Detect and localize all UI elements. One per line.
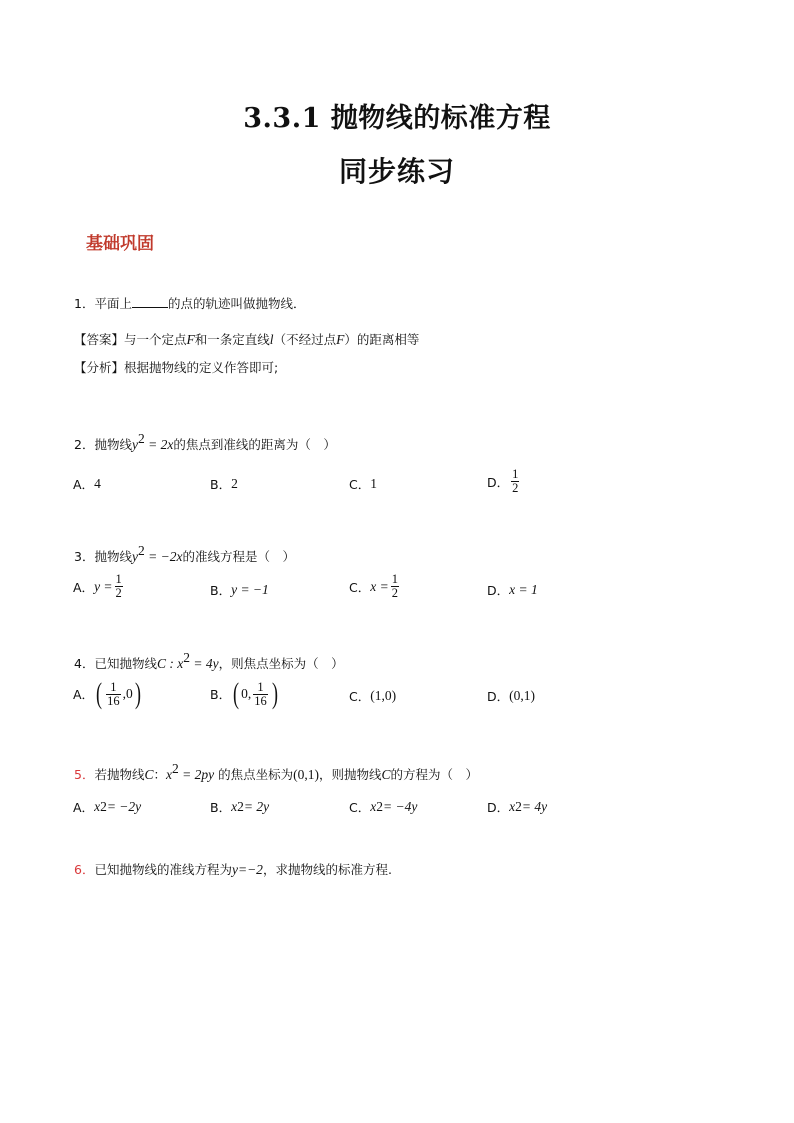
question-text: 平面上 <box>94 296 132 311</box>
question-number: 1． <box>74 296 95 311</box>
fraction: $\frac{1}{2}$ <box>512 467 519 495</box>
question-number: 6． <box>74 862 95 877</box>
option-c[interactable]: C． (1,0) <box>349 688 397 704</box>
option-c[interactable]: C． x = $\frac{1}{2}$ <box>349 572 398 600</box>
option-c[interactable]: C． x 2 = −4y <box>349 799 418 815</box>
question-number: 4． <box>74 656 95 671</box>
fraction: $\frac{1}{2}$ <box>391 572 398 600</box>
question-6: 6．已知抛物线的准线方程为y=−2，求抛物线的标准方程. <box>74 862 392 877</box>
option-a[interactable]: A． 4 <box>73 476 101 492</box>
option-a[interactable]: A． ( $\frac{1}{16}$ ,0 ) <box>73 677 141 710</box>
answer-blank <box>132 295 168 308</box>
q1-answer: 【答案】与一个定点F和一条定直线l（不经过点F）的距离相等 <box>74 332 420 347</box>
fraction: $\frac{1}{16}$ <box>254 679 267 708</box>
question-number: 3． <box>74 549 95 564</box>
question-2: 2．抛物线$y^2 = 2x$的焦点到准线的距离为（ ） <box>74 431 336 452</box>
option-b[interactable]: B． x 2 = 2y <box>210 799 270 815</box>
question-3: 3．抛物线$y^2 = -2x$的准线方程是（ ） <box>74 543 295 564</box>
question-number: 2． <box>74 437 95 452</box>
option-c[interactable]: C． 1 <box>349 476 377 492</box>
question-number: 5． <box>74 767 95 782</box>
option-d[interactable]: D． x 2 = 4y <box>487 799 548 815</box>
page-subtitle: 同步练习 <box>338 155 455 188</box>
q1-analysis: 【分析】根据抛物线的定义作答即可; <box>74 360 279 375</box>
analysis-label: 【分析】 <box>74 360 125 375</box>
option-b[interactable]: B． 2 <box>210 476 238 492</box>
fraction: $\frac{1}{2}$ <box>115 572 122 600</box>
option-d[interactable]: D． x = 1 <box>487 582 538 598</box>
option-b[interactable]: B． y = −1 <box>210 582 269 598</box>
answer-label: 【答案】 <box>74 332 125 347</box>
question-4: 4．已知抛物线C : $x^2 = 4y$，则焦点坐标为（ ） <box>74 650 344 671</box>
question-text: 的点的轨迹叫做抛物线． <box>167 296 306 311</box>
question-5: 5．若抛物线C：$x^2 = 2py$ 的焦点坐标为(0,1)，则抛物线C的方程为（ ） <box>74 761 479 782</box>
fraction: $\frac{1}{16}$ <box>107 679 120 708</box>
question-1 <box>74 295 305 313</box>
option-b[interactable]: B． ( 0, $\frac{1}{16}$ ) <box>210 677 278 710</box>
page-title: 3.3.1 抛物线的标准方程 <box>243 103 551 134</box>
option-d[interactable]: D． (0,1) <box>487 688 536 704</box>
option-a[interactable]: A． y = $\frac{1}{2}$ <box>73 572 122 600</box>
option-d[interactable]: D． $\frac{1}{2}$ <box>487 467 519 495</box>
option-a[interactable]: A． x 2 = −2y <box>73 799 142 815</box>
section-heading: 基础巩固 <box>86 234 154 254</box>
